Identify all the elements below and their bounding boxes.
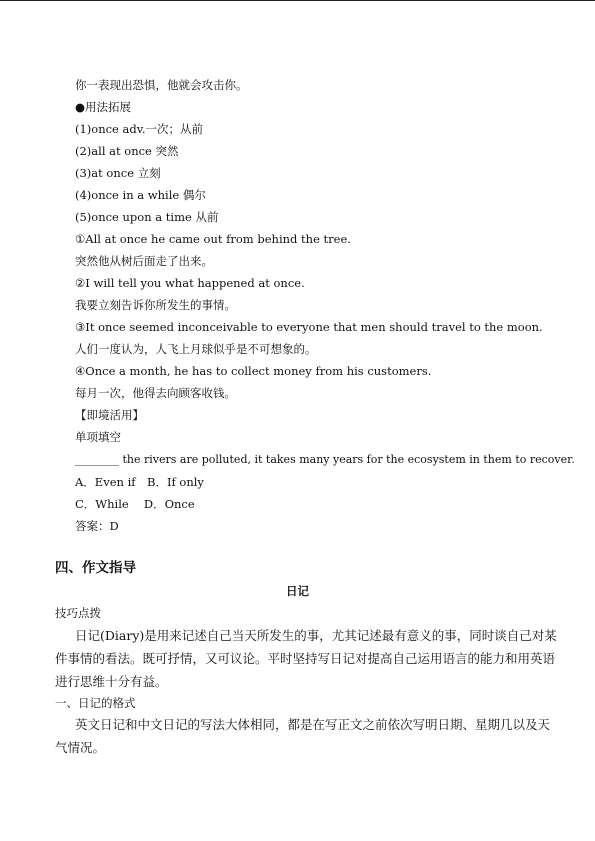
top-border <box>0 0 595 1</box>
usage-item-1: (1)once adv.一次；从前 <box>75 122 204 136</box>
example-translation: 你一表现出恐惧，他就会攻击你。 <box>75 78 248 92</box>
usage-item-2: (2)all at once 突然 <box>75 144 179 158</box>
practice-header: 【即境活用】 <box>75 408 144 422</box>
example-4-chinese: 每月一次，他得去向顾客收钱。 <box>75 386 236 400</box>
example-1-chinese: 突然他从树后面走了出来。 <box>75 254 213 268</box>
paragraph-2-line-2: 气情况。 <box>55 740 106 755</box>
tip-label: 技巧点拨 <box>55 606 101 620</box>
section-heading: 四、作文指导 <box>55 560 136 576</box>
subsection-heading: 一、日记的格式 <box>55 696 136 710</box>
example-2-english: ②I will tell you what happened at once. <box>75 276 305 290</box>
section-title: 日记 <box>286 584 309 598</box>
usage-extension-header: ●用法拓展 <box>75 100 132 114</box>
usage-item-5: (5)once upon a time 从前 <box>75 210 219 224</box>
example-4-english: ④Once a month, he has to collect money from his customers. <box>75 364 432 378</box>
exercise-type: 单项填空 <box>75 430 121 444</box>
example-3-chinese: 人们一度认为，人飞上月球似乎是不可想象的。 <box>75 342 317 356</box>
exercise-question: ________ the rivers are polluted, it takes many years for the ecosystem in them to recover. <box>75 453 575 466</box>
paragraph-1-line-1: 日记(Diary)是用来记述自己当天所发生的事，尤其记述最有意义的事，同时谈自己对某 <box>75 628 557 643</box>
usage-item-3: (3)at once 立刻 <box>75 166 161 180</box>
exercise-answer: 答案：D <box>75 519 119 533</box>
example-2-chinese: 我要立刻告诉你所发生的事情。 <box>75 298 236 312</box>
exercise-options-ab: A．Even if B．If only <box>75 475 204 489</box>
exercise-options-cd: C．While D．Once <box>75 497 195 511</box>
paragraph-2-line-1: 英文日记和中文日记的写法大体相同，都是在写正文之前依次写明日期、星期几以及天 <box>75 717 551 732</box>
paragraph-1-line-3: 进行思维十分有益。 <box>55 674 168 689</box>
usage-item-4: (4)once in a while 偶尔 <box>75 188 206 202</box>
example-1-english: ①All at once he came out from behind the tree. <box>75 232 351 246</box>
example-3-english: ③It once seemed inconceivable to everyone that men should travel to the moon. <box>75 320 543 334</box>
paragraph-1-line-2: 件事情的看法。既可抒情，又可议论。平时坚持写日记对提高自己运用语言的能力和用英语 <box>55 651 556 666</box>
